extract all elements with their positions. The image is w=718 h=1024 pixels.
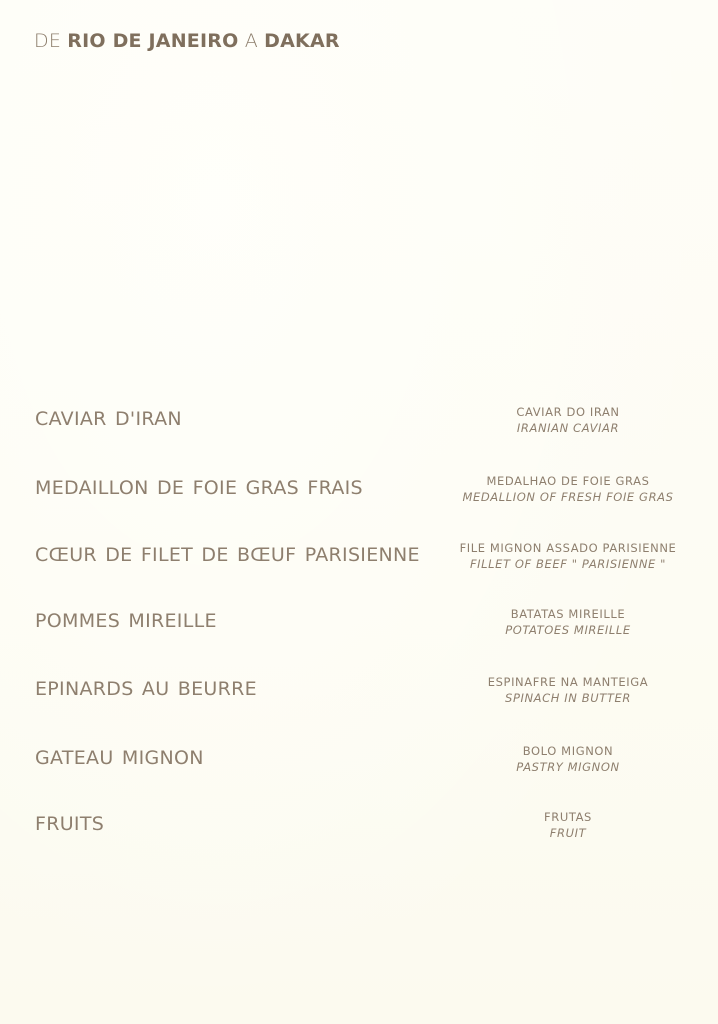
menu-item-english: POTATOES MIREILLE [505, 623, 631, 637]
menu-item-french: CAVIAR D'IRAN [35, 408, 182, 430]
menu-item-potatoes [0, 606, 718, 646]
menu-item-translation [450, 404, 686, 436]
menu-item-portuguese: BOLO MIGNON [522, 744, 614, 758]
menu-item-english: PASTRY MIGNON [516, 760, 620, 774]
menu-item-fruits [0, 809, 718, 849]
menu-item-french: EPINARDS AU BEURRE [35, 678, 257, 700]
menu-item-french: GATEAU MIGNON [35, 747, 204, 769]
menu-item-translation [450, 674, 686, 706]
menu-item-translation [450, 743, 686, 775]
menu-item-french: FRUITS [35, 813, 105, 835]
menu-item-translation [450, 809, 686, 841]
route-from-word: DE [34, 30, 62, 52]
menu-item-french: MEDAILLON DE FOIE GRAS FRAIS [35, 477, 363, 499]
menu-item-foie-gras [0, 473, 718, 513]
menu-item-translation [450, 473, 686, 505]
menu-item-english: FRUIT [549, 826, 587, 840]
menu-item-english: SPINACH IN BUTTER [505, 691, 631, 705]
menu-item-portuguese: MEDALHAO DE FOIE GRAS [486, 474, 650, 488]
menu-item-french: POMMES MIREILLE [35, 610, 217, 632]
menu-item-portuguese: BATATAS MIREILLE [510, 607, 626, 621]
menu-item-portuguese: ESPINAFRE NA MANTEIGA [487, 675, 649, 689]
menu-item-spinach [0, 674, 718, 714]
menu-item-caviar [0, 404, 718, 444]
route-destination: DAKAR [264, 30, 340, 52]
menu-item-portuguese: CAVIAR DO IRAN [516, 405, 620, 419]
menu-item-translation [450, 606, 686, 638]
menu-item-fillet-of-beef [0, 540, 718, 580]
menu-item-pastry [0, 743, 718, 783]
menu-item-translation [450, 540, 686, 572]
route-to-word: A [244, 30, 258, 52]
route-heading [34, 30, 340, 52]
menu-item-portuguese: FILE MIGNON ASSADO PARISIENNE [459, 541, 677, 555]
menu-item-english: FILLET OF BEEF " PARISIENNE " [469, 557, 667, 571]
menu-item-portuguese: FRUTAS [544, 810, 592, 824]
menu-item-english: IRANIAN CAVIAR [516, 421, 620, 435]
menu-item-french: CŒUR DE FILET DE BŒUF PARISIENNE [35, 544, 420, 566]
menu-item-english: MEDALLION OF FRESH FOIE GRAS [462, 490, 674, 504]
route-origin: RIO DE JANEIRO [67, 30, 239, 52]
